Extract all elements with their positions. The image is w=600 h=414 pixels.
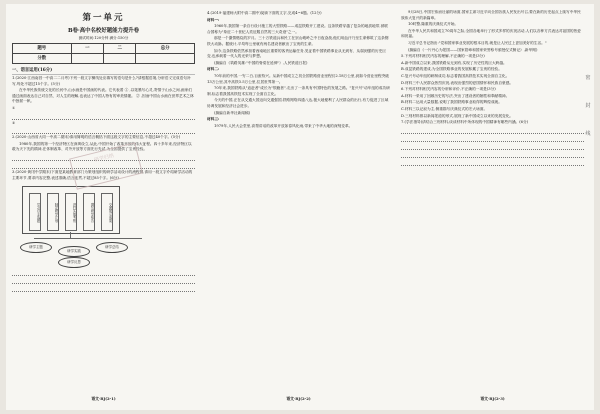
diagram-step-5: 交流展示成果: [101, 193, 113, 231]
material-1-source: (摘编自《筑路英雄:"中国的脊梁在延伸"》,人民铁道日报): [214, 60, 308, 65]
q6-option-a[interactable]: A.材料一采用了回顾历史的写法,突出了建设者的牺牲和奉献精神。: [401, 93, 510, 98]
q6-option-b[interactable]: B.材料二运用大量数据,说明了我国铁路事业取得的辉煌成就。: [401, 100, 502, 105]
binding-char-2: 封: [585, 103, 591, 109]
answer-rule-8[interactable]: [401, 127, 584, 134]
paper-subtitle: B卷·高中名校好题能力提升卷: [67, 28, 140, 34]
answer-rule-6[interactable]: [12, 277, 195, 284]
page-footer-1: 语文·RJ(2-1): [91, 396, 116, 401]
material-3-source: (摘编自《一片丹心为报国——国家勋章和国家荣誉称号颁授仪式侧记》,新华网): [408, 47, 538, 52]
diagram-oval-4: 研学反思: [58, 257, 90, 268]
answer-rule-11[interactable]: [401, 151, 584, 158]
binding-char-3: 线: [585, 131, 591, 137]
diagram-step-1: 学习自主选题: [29, 193, 41, 231]
diagram-step-4: 撰写研学报告: [83, 193, 95, 231]
material-1-para-2: 那是一个激情燃烧的岁月。三十万铁道兵和民工在崇山峻岭之中日夜奋战,他们用血汗乃至生命修筑了这条钢铁大动脉。据统计,平均每公里就有两名建设者献出了宝贵的生命。: [207, 36, 389, 46]
question-1-passage: 在中华民族传统文化的长河中,山水画是中国画的代表。它代表着 ① ,以笔墨写心灵,寄情于山水之间,画家们通过画面表达自己对自然、对人生的理解,也表达了中国人特有的审美情趣。 ② ,因而中国山水画在世界艺术之林中独树一帜。: [12, 88, 194, 104]
watermark-stamp: 研学归纳: [69, 142, 143, 190]
page-footer-2: 语文·RJ(2-2): [286, 396, 311, 401]
diagram-step-2: 制定研学计划: [47, 193, 59, 231]
q6-option-d[interactable]: D.三则材料都以新闻报道的形式,展现了新中国成立以来的发展变化。: [401, 113, 514, 118]
material-1-label: [207, 18, 390, 24]
q6-option-c[interactable]: C.材料三以记叙为主,侧重描写庆典仪式的宏大场面。: [401, 106, 488, 111]
question-4: 4.(2019·福建师大附中高二期中)阅读下面的文字,完成4~6题。(12分): [207, 11, 322, 15]
score-header-2: 二: [103, 44, 135, 54]
material-3-label: [207, 117, 390, 123]
question-7: 7.(学法指导)请结合三则材料,谈谈材料中所体现的中国精神有哪些内涵。(6分): [401, 120, 529, 125]
score-cell-total[interactable]: [136, 54, 195, 64]
score-cell-2[interactable]: [103, 54, 135, 64]
answer-line-1[interactable]: [12, 106, 195, 112]
binding-margin: [583, 64, 593, 148]
material-2-para-2: 70年来,我国铁路从"追赶者"成长为"领跑者",走出了一条具有中国特色的发展之路。"复兴号"动车组的成功研制,标志着我国高铁技术实现了全面自主化。: [207, 86, 390, 96]
page-footer-3: 语文·RJ(2-3): [480, 396, 505, 401]
material-2-para-1: 70年前的中国,一穷二白,百废待兴。从新中国成立之初全国铁路营业里程仅2.18万公里,到如今营业里程突破13万公里,其中高铁3.5万公里,位居世界第一。: [207, 73, 389, 84]
answer-rule-1: [12, 113, 195, 120]
q5-option-b[interactable]: B.成昆铁路的建成,为全国铁路事业的发展积累了宝贵的经验。: [401, 67, 502, 72]
binding-char-1: 密: [585, 75, 591, 81]
material-3-para-3: 10时整,隆重的庆典仪式开始。: [408, 22, 459, 27]
score-header-total: 总分: [136, 44, 195, 54]
diagram-oval-1: 研学主题: [20, 242, 52, 253]
q5-option-d[interactable]: D.材料三中人民群众热烈庆祝,表现出强烈的爱国情怀和民族自豪感。: [401, 80, 514, 85]
column-3: [401, 10, 584, 392]
answer-rule-7[interactable]: [12, 285, 195, 292]
blank-marker-1: ①: [12, 105, 16, 110]
score-label-score: 分数: [13, 54, 72, 64]
answer-rule-10[interactable]: [401, 143, 584, 150]
q5-option-a[interactable]: A.新中国成立以来,我国铁路从无到有,实现了历史性的巨大跨越。: [401, 60, 507, 65]
question-2-passage: 1980年,我国的第一个经济特区在深圳设立,从此,中国开始了改革开放的伟大征程。四十多年来,经济特区以敢为天下先的精神,在体制改革、对外开放等方面先行先试,为全国提供了宝贵经验。: [12, 141, 192, 152]
score-table: [12, 43, 195, 64]
answer-rule-5[interactable]: [12, 269, 195, 276]
material-3-para-1: 1979年,人民大会堂里,高帮讲话的改革开放如春风化雨,带来了中华大地的深刻变革。: [214, 123, 353, 128]
diagram-step-3: 进行实地考察: [65, 193, 77, 231]
score-cell-1[interactable]: [71, 54, 103, 64]
material-3-para-4: 在中华人民共和国成立70周年之际,全国各地举行了形式多样的庆祝活动,人们以各种方式表达对祖国的热爱和祝福。: [401, 28, 581, 39]
answer-rule-2: [12, 127, 195, 134]
question-6: 6.下列对材料相关内容的分析和评价,不正确的一项是(3分): [401, 87, 496, 92]
question-3: 3.(2020·黄冈中学期末)下面是某地教育部门为策划组织的研学活动设计的流程图,请用一段文字介绍研学活动的主要环节,要求内容完整,表述准确,语言连贯,不超过85个字。(6分): [12, 169, 193, 180]
material-1-para-3: 如今,这条铁路依然承担着西南地区重要的客货运输任务,见证着中国铁路事业从无到有、从弱到强的历史巨变,也承载着一代人的光荣与梦想。: [207, 48, 386, 59]
answer-line-2[interactable]: [12, 121, 195, 127]
unit-title: 第一单元: [82, 13, 125, 23]
material-3-para-5: 习近平总书记指出:"党和国家事业发展的根本目的,就是让人民过上更加美好的生活。": [408, 40, 547, 45]
material-3-para-2: 9月28日,中国宏伟而壮丽的场面,国家主席习近平向全国各族人民发出号召,要在新的历史起点上续写中华民族伟大复兴的新篇章。: [401, 10, 581, 20]
q5-option-c[interactable]: C.复兴号动车组的研制成功,标志着我国高铁技术实现全面自主化。: [401, 73, 510, 78]
question-2: 2.(2020·山西省大同一中高二期末)请用简明的语言概括下面这段文字的主要信息,不超过40个字。(5分): [12, 135, 181, 140]
material-2-label: [207, 67, 390, 73]
answer-rule-12[interactable]: [401, 159, 584, 166]
flow-diagram: [12, 184, 195, 266]
section-heading-1: 一、语言运用(16分): [12, 68, 195, 75]
score-label-number: 题号: [13, 44, 72, 54]
diagram-hbar: [34, 238, 142, 239]
diagram-top-box: [22, 186, 120, 234]
exam-meta: 测试时间:120分钟 满分:150分: [78, 36, 129, 40]
score-header-1: 一: [71, 44, 103, 54]
diagram-oval-3: 研学总结: [96, 242, 128, 253]
material-1-title: 材料一:: [207, 17, 220, 22]
blank-marker-2: ②: [12, 120, 16, 125]
material-2-source: (摘编自新华社新闻稿): [214, 110, 251, 115]
answer-rule-9[interactable]: [401, 135, 584, 142]
material-2-title: 材料二:: [207, 67, 220, 72]
material-1-para-1: 1960年,我国第一条自行设计施工的大型铁路——成昆铁路开工建设。这条铁路穿越了复杂的地质地带,被联合国称为"象征二十世纪人类征服自然的三大奇迹"之一。: [207, 24, 388, 34]
column-1: [12, 10, 195, 392]
column-2: [207, 10, 390, 392]
material-2-para-3: 今天的中国,正在从交通大国迈向交通强国,铁路网络四通八达,极大地便利了人民群众的出行,有力促进了区域协调发展和经济社会进步。: [207, 98, 389, 108]
diagram-oval-2: 研学实践: [58, 246, 90, 257]
exam-sheet: [6, 4, 594, 410]
material-3-title: 材料三:: [207, 117, 220, 122]
question-5: 5.下列对材料相关内容的理解,不正确的一项是(3分): [401, 54, 485, 59]
question-1: 1.(2020·江西南昌一中高二二月考)下列一段文字横线处应填写的语句是什么?请根据语境,分析语义完成语句补写,每处不超过15个字。(5分): [12, 76, 191, 86]
